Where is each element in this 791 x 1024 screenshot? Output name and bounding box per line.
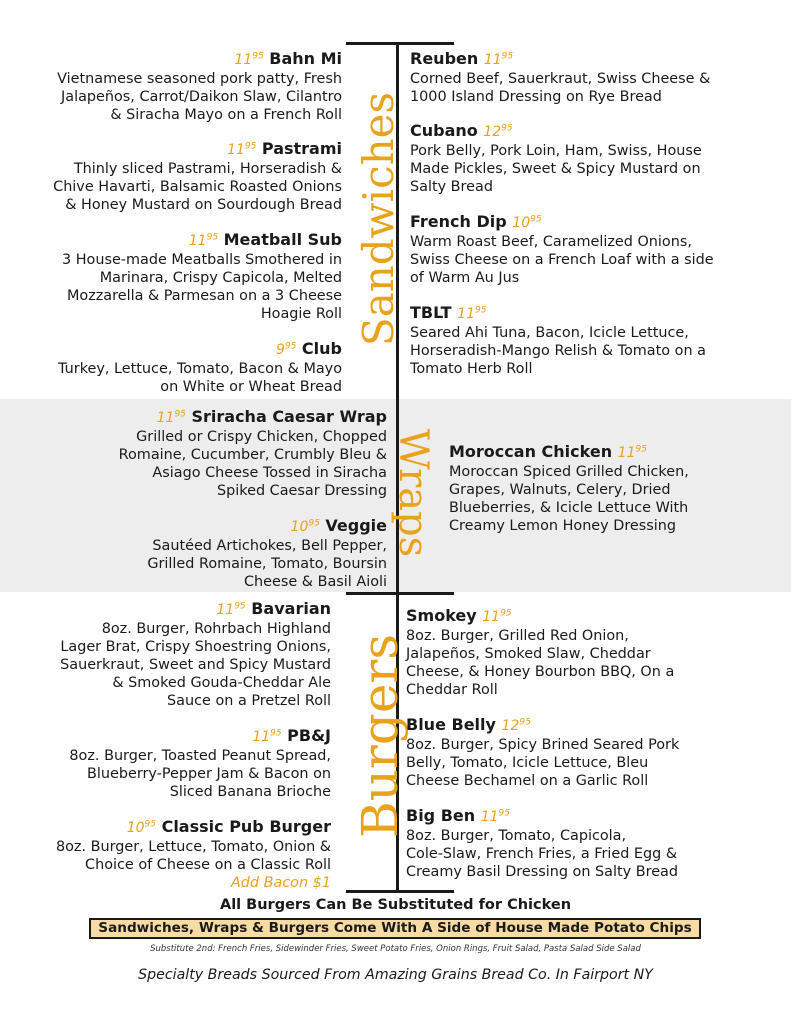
item-name: Veggie: [325, 516, 387, 535]
item-description: 8oz. Burger, Grilled Red Onion, Jalapeños, Smoked Slaw, Cheddar Cheese, & Honey Bourbon BBQ, On a Cheddar Roll: [406, 628, 675, 699]
item-price: $11^{95}$: [252, 728, 282, 745]
item-price: $11^{95}$: [216, 601, 246, 618]
burgers-section-title: Burgers: [351, 634, 409, 839]
item-name: Blue Belly: [406, 715, 496, 734]
menu-item-bavarian: [1, 599, 331, 710]
item-description: 8oz. Burger, Lettuce, Tomato, Onion & Choice of Cheese on a Classic Roll Add Bacon $1: [1, 838, 331, 892]
menu-item-sriracha-caesar-wrap: [57, 407, 387, 500]
item-name: PB&J: [287, 726, 331, 745]
chips-side-note: Sandwiches, Wraps & Burgers Come With A Side of House Made Potato Chips: [89, 918, 701, 939]
specialty-breads-note: Specialty Breads Sourced From Amazing Grains Bread Co. In Fairport NY: [138, 967, 653, 983]
menu-item-tblt: [410, 303, 780, 378]
item-name: Classic Pub Burger: [161, 817, 331, 836]
item-name: Club: [301, 339, 342, 358]
item-price: $11^{95}$: [480, 808, 510, 825]
item-name: Smokey: [406, 606, 477, 625]
item-price: $10^{95}$: [512, 214, 542, 231]
bottom-rule: [346, 890, 454, 893]
menu-item-pbj: [1, 726, 331, 801]
item-name: Moroccan Chicken: [449, 442, 613, 461]
item-price: $11^{95}$: [188, 232, 219, 249]
item-name: Bahn Mi: [269, 49, 342, 68]
item-price: $11^{95}$: [156, 409, 186, 426]
menu-item-meatball-sub: [12, 230, 342, 323]
item-price: $11^{95}$: [483, 51, 514, 68]
item-price: $11^{95}$: [457, 305, 487, 322]
chicken-substitution-note: All Burgers Can Be Substituted for Chicken: [219, 897, 572, 913]
item-name: TBLT: [410, 303, 452, 322]
item-description: Vietnamese seasoned pork patty, Fresh Jalapeños, Carrot/Daikon Slaw, Cilantro & Siracha Mayo on a French Roll: [57, 71, 342, 124]
item-description: Sautéed Artichokes, Bell Pepper, Grilled Romaine, Tomato, Boursin Cheese & Basil Aioli: [147, 538, 387, 591]
item-price: $9^{95}$: [275, 341, 297, 358]
menu-item-veggie: [57, 516, 387, 591]
item-name: Sriracha Caesar Wrap: [191, 407, 387, 426]
add-bacon-note: Add Bacon $1: [230, 875, 331, 892]
menu-item-cubano: [410, 121, 780, 196]
item-price: $10^{95}$: [126, 819, 156, 836]
item-description: Seared Ahi Tuna, Bacon, Icicle Lettuce, Horseradish-Mango Relish & Tomato on a Tomato Herb Roll: [410, 325, 706, 378]
item-description: 8oz. Burger, Tomato, Capicola, Cole-Slaw, French Fries, a Fried Egg & Creamy Basil Dressing on Salty Bread: [406, 828, 679, 881]
menu-item-pastrami: [12, 139, 342, 214]
item-price: $11^{95}$: [617, 444, 647, 461]
substitute-sides-note: Substitute 2nd: French Fries, Sidewinder Fries, Sweet Potato Fries, Onion Rings, Fruit Salad, Pasta Salad Side Salad: [150, 944, 641, 954]
item-name: Reuben: [410, 49, 479, 68]
item-name: Pastrami: [261, 139, 342, 158]
item-name: Meatball Sub: [223, 230, 342, 249]
menu-item-big-ben: [406, 806, 780, 881]
item-description: 8oz. Burger, Rohrbach Highland Lager Brat, Crispy Shoestring Onions, Sauerkraut, Sweet and Spicy Mustard & Smoked Gouda-Cheddar Ale Sauce on a Pretzel Roll: [60, 621, 331, 710]
item-name: Cubano: [410, 121, 478, 140]
item-name: Bavarian: [251, 599, 331, 618]
item-description: Moroccan Spiced Grilled Chicken, Grapes, Walnuts, Celery, Dried Blueberries, & Icicle Lettuce With Creamy Lemon Honey Dressing: [449, 464, 689, 535]
menu-item-blue-belly: [406, 715, 780, 790]
item-description: Thinly sliced Pastrami, Horseradish & Chive Havarti, Balsamic Roasted Onions & Honey Mustard on Sourdough Bread: [53, 161, 342, 214]
menu-item-moroccan-chicken: [449, 442, 779, 535]
item-price: $12^{95}$: [483, 123, 513, 140]
menu-item-classic-pub-burger: [1, 817, 331, 892]
menu-item-club: [12, 339, 342, 396]
menu-item-smokey: [406, 606, 780, 699]
item-price: $11^{95}$: [482, 608, 512, 625]
item-description: 8oz. Burger, Spicy Brined Seared Pork Belly, Tomato, Icicle Lettuce, Bleu Cheese Bechamel on a Garlic Roll: [406, 737, 680, 790]
menu-item-french-dip: [410, 212, 780, 287]
item-description: Turkey, Lettuce, Tomato, Bacon & Mayo on White or Wheat Bread: [58, 361, 342, 396]
item-price: $10^{95}$: [290, 518, 320, 535]
item-description: Warm Roast Beef, Caramelized Onions, Swiss Cheese on a French Loaf with a side of Warm Au Jus: [410, 234, 714, 287]
item-price: $11^{95}$: [234, 51, 264, 68]
top-rule: [346, 42, 454, 45]
item-description: Grilled or Crispy Chicken, Chopped Romaine, Cucumber, Crumbly Bleu & Asiago Cheese Tossed in Siracha Spiked Caesar Dressing: [118, 429, 387, 500]
menu-item-bahn-mi: [12, 49, 342, 124]
menu-item-reuben: [410, 49, 780, 106]
item-name: French Dip: [410, 212, 507, 231]
item-description: Pork Belly, Pork Loin, Ham, Swiss, House Made Pickles, Sweet & Spicy Mustard on Salty Bread: [410, 143, 702, 196]
sandwiches-section-title: Sandwiches: [354, 91, 403, 347]
item-price: $11^{95}$: [227, 141, 257, 158]
wraps-section-title: Wraps: [390, 428, 436, 558]
item-description: 8oz. Burger, Toasted Peanut Spread, Blueberry-Pepper Jam & Bacon on Sliced Banana Brioche: [69, 748, 331, 801]
item-description: Corned Beef, Sauerkraut, Swiss Cheese & 1000 Island Dressing on Rye Bread: [410, 71, 711, 106]
item-name: Big Ben: [406, 806, 476, 825]
item-price: $12^{95}$: [501, 717, 531, 734]
item-description: 3 House-made Meatballs Smothered in Marinara, Crispy Capicola, Melted Mozzarella & Parmesan on a 3 Cheese Hoagie Roll: [61, 252, 342, 323]
